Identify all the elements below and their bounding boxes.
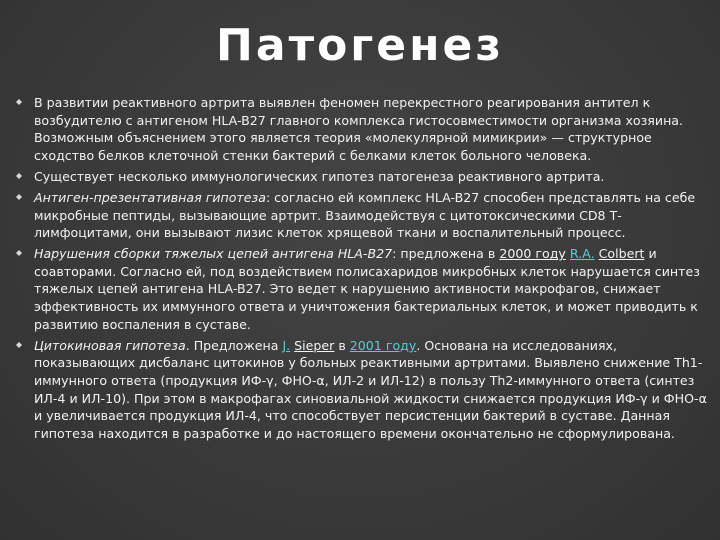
- link-year-2001[interactable]: 2001 году: [349, 337, 417, 353]
- link-year-2000[interactable]: 2000 году: [499, 246, 566, 262]
- diamond-bullet-icon: [16, 342, 22, 348]
- bullet-text: : предложена в: [392, 246, 500, 262]
- link-author-sieper[interactable]: Sieper: [294, 337, 335, 353]
- bullet-text: . Основана на исследованиях, показывающих дисбаланс цитокинов у больных реактивными артритами. Выявлено снижение Th1-иммунного ответа (продукция ИФ-γ, ФНО-α, ИЛ-2 и ИЛ-12) в пользу Th2-иммунного ответа (синтез ИЛ-4 и ИЛ-10). При этом в макрофагах синовиальной жидкости снижается продукция ИФ-γ и ФНО-α и увеличивается продукция ИЛ-4, что способствует персистенции бактерий в суставе. Данная гипотеза находится в разработке и до настоящего времени окончательно не сформулирована.: [34, 337, 707, 441]
- bullet-item-reactive-arthritis: [10, 94, 712, 164]
- bullet-item-cytokine: [10, 337, 712, 443]
- link-author-initial[interactable]: J.: [282, 337, 291, 353]
- diamond-bullet-icon: [16, 194, 22, 200]
- bullet-item-hypotheses: [10, 168, 712, 186]
- bullet-text: в: [334, 337, 350, 353]
- link-author-colbert[interactable]: Colbert: [598, 246, 645, 262]
- bullet-text: : согласно ей комплекс HLA-B27 способен представлять на себе микробные пептиды, вызывающие артрит. Взаимодействуя с цитотоксическими CD8 Т-лимфоцитами, они вызывают лизис клеток хрящевой ткани и воспалительный процесс.: [34, 189, 696, 241]
- bullet-text: . Предложена: [185, 337, 283, 353]
- hypothesis-name: Цитокиновая гипотеза: [34, 337, 186, 353]
- bullet-item-heavy-chain: [10, 245, 712, 333]
- bullet-text: Существует несколько иммунологических гипотез патогенеза реактивного артрита.: [34, 168, 605, 184]
- hypothesis-name: Нарушения сборки тяжелых цепей антигена HLA-B27: [34, 246, 393, 262]
- slide-title: Патогенез: [216, 20, 504, 71]
- bullet-item-antigen-presentation: [10, 189, 712, 242]
- hypothesis-name: Антиген-презентативная гипотеза: [34, 189, 266, 205]
- diamond-bullet-icon: [16, 99, 22, 105]
- bullet-text: В развитии реактивного артрита выявлен феномен перекрестного реагирования антител к возбудителю с антигеном HLA-B27 главного комплекса гистосовместимости организма хозяина. Возможным объяснением этого является теория «молекулярной мимикрии» — структурное сходство белков клеточной стенки бактерий с белками клеток больного человека.: [34, 95, 684, 163]
- diamond-bullet-icon: [16, 250, 22, 256]
- diamond-bullet-icon: [16, 173, 22, 179]
- bullet-text: и соавторами. Согласно ей, под воздействием полисахаридов микробных клеток нарушается синтез тяжелых цепей антигена HLA-B27. Это ведет к нарушению активности макрофагов, снижает эффективность их иммунного ответа и уничтожения бактериальных клеток, и может приводить к развитию воспаления в суставе.: [34, 246, 700, 332]
- bullet-list: [10, 94, 712, 446]
- link-author-initials[interactable]: R.A.: [569, 246, 595, 262]
